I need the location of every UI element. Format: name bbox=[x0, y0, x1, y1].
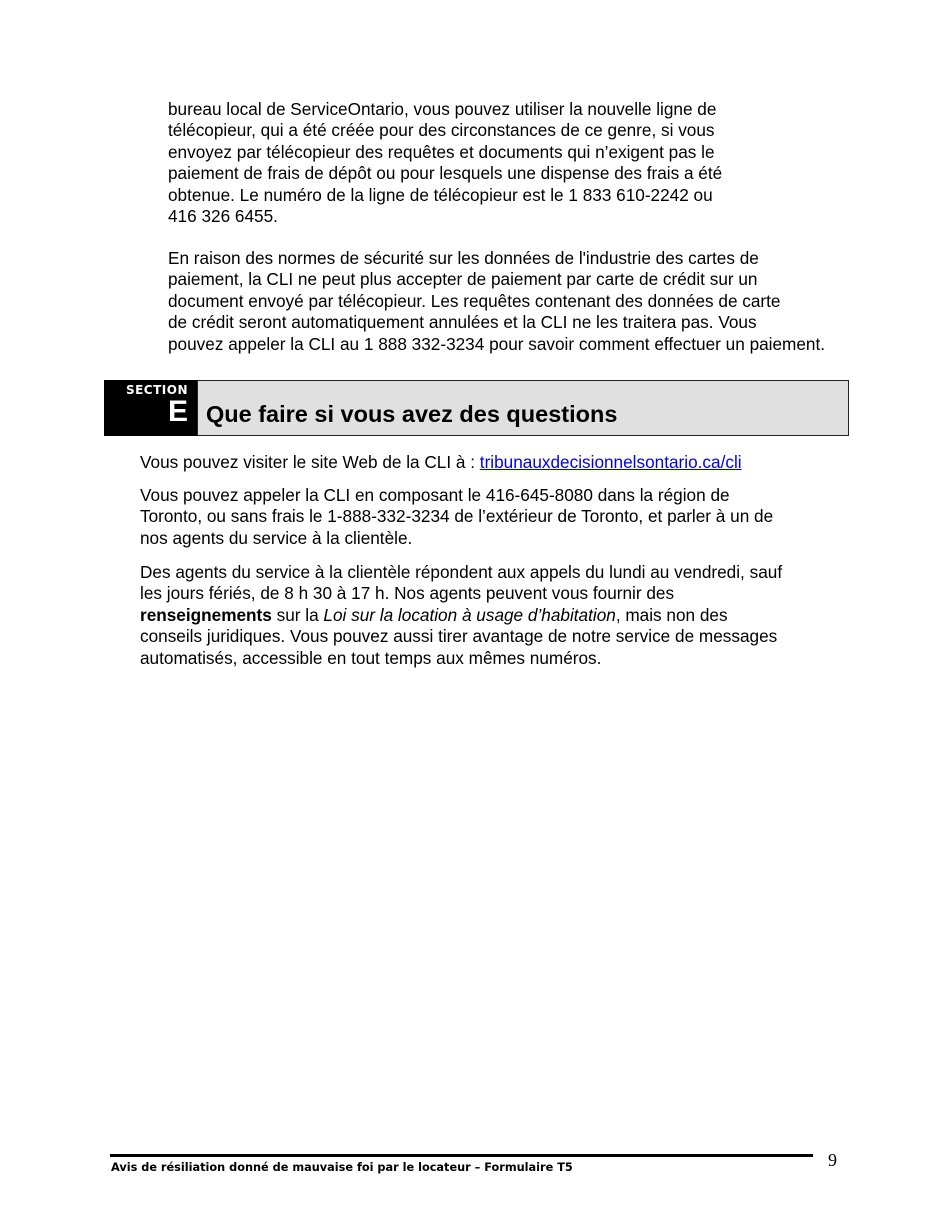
text-line: télécopieur, qui a été créée pour des circonstances de ce genre, si vous bbox=[168, 120, 715, 141]
section-letter: E bbox=[167, 395, 188, 428]
page-number: 9 bbox=[828, 1150, 837, 1170]
text-line: nos agents du service à la clientèle. bbox=[140, 527, 413, 548]
text-line: automatisés, accessible en tout temps aux mêmes numéros. bbox=[140, 647, 602, 668]
footer-divider bbox=[110, 1154, 813, 1157]
act-title-italic: Loi sur la location à usage d’habitation bbox=[323, 604, 616, 625]
text-line: En raison des normes de sécurité sur les données de l'industrie des cartes de bbox=[168, 248, 759, 268]
section-word: SECTION bbox=[125, 383, 188, 397]
service-hours-paragraph bbox=[140, 562, 852, 669]
emphasis-bold: renseignements bbox=[140, 604, 272, 625]
section-title-box bbox=[197, 380, 849, 436]
text-line: paiement, la CLI ne peut plus accepter de paiement par carte de crédit sur un bbox=[168, 269, 758, 290]
text-line: document envoyé par télécopieur. Les requêtes contenant des données de carte bbox=[168, 290, 781, 311]
text-line: envoyez par télécopieur des requêtes et documents qui n’exigent pas le bbox=[168, 141, 715, 162]
section-title: Que faire si vous avez des questions bbox=[206, 401, 618, 427]
text-line: conseils juridiques. Vous pouvez aussi tirer avantage de notre service de messages bbox=[140, 626, 778, 647]
website-paragraph bbox=[140, 452, 852, 473]
fax-line-paragraph bbox=[168, 99, 888, 227]
text-fragment: sur la bbox=[271, 604, 324, 625]
text-line: Toronto, ou sans frais le 1-888-332-3234 de l’extérieur de Toronto, et parler à un de bbox=[140, 506, 774, 527]
text-line: Vous pouvez appeler la CLI en composant le 416-645-8080 dans la région de bbox=[140, 485, 730, 505]
text-fragment: , mais non des bbox=[615, 604, 728, 625]
footer-form-title: Avis de résiliation donné de mauvaise foi par le locateur – Formulaire T5 bbox=[111, 1161, 573, 1174]
text-line bbox=[140, 605, 852, 626]
payment-security-paragraph bbox=[168, 248, 888, 355]
text-line: obtenue. Le numéro de la ligne de télécopieur est le 1 833 610-2242 ou bbox=[168, 184, 713, 205]
text-line: bureau local de ServiceOntario, vous pouvez utiliser la nouvelle ligne de bbox=[168, 99, 717, 119]
text-line: 416 326 6455. bbox=[168, 206, 278, 227]
website-intro-text: Vous pouvez visiter le site Web de la CLI à : bbox=[140, 452, 480, 472]
text-line: paiement de frais de dépôt ou pour lesquels une dispense des frais a été bbox=[168, 163, 723, 184]
text-line: Des agents du service à la clientèle répondent aux appels du lundi au vendredi, sauf bbox=[140, 562, 783, 582]
website-link[interactable]: tribunauxdecisionnelsontario.ca/cli bbox=[479, 452, 742, 472]
section-e-banner bbox=[104, 380, 848, 436]
section-label-tab bbox=[104, 380, 198, 436]
text-line: de crédit seront automatiquement annulées et la CLI ne les traitera pas. Vous bbox=[168, 312, 757, 333]
text-line: pouvez appeler la CLI au 1 888 332-3234 pour savoir comment effectuer un paiement. bbox=[168, 333, 826, 354]
text-line: les jours fériés, de 8 h 30 à 17 h. Nos agents peuvent vous fournir des bbox=[140, 583, 675, 604]
text-line bbox=[140, 452, 852, 473]
phone-paragraph bbox=[140, 485, 852, 549]
